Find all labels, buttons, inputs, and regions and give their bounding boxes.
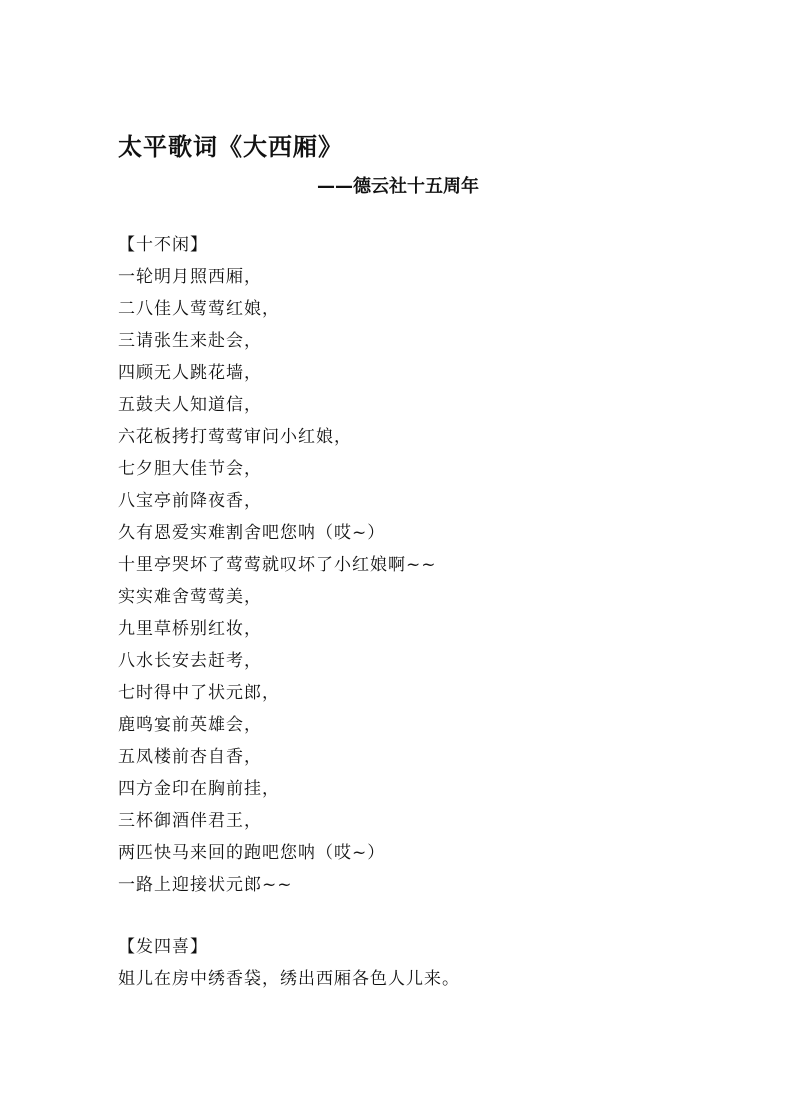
- lyric-line: 四方金印在胸前挂，: [118, 779, 280, 799]
- lyric-line: 一路上迎接状元郎~~: [118, 875, 293, 895]
- lyric-line: 五鼓夫人知道信，: [118, 395, 262, 415]
- lyric-line: 七夕胆大佳节会，: [118, 459, 262, 479]
- lyric-line: 三杯御酒伴君王，: [118, 811, 262, 831]
- lyric-line: 二八佳人莺莺红娘，: [118, 299, 280, 319]
- lyric-line: 七时得中了状元郎，: [118, 683, 280, 703]
- lyric-line: 久有恩爱实难割舍吧您呐（哎~）: [118, 523, 386, 543]
- section-fa-si-xi: [118, 931, 460, 995]
- lyric-line: 两匹快马来回的跑吧您呐（哎~）: [118, 843, 386, 863]
- lyric-line: 八水长安去赶考，: [118, 651, 262, 671]
- lyric-line: 六花板拷打莺莺审问小红娘，: [118, 427, 352, 447]
- lyric-line: 九里草桥别红妆，: [118, 619, 262, 639]
- section-shi-bu-xian: [118, 229, 437, 901]
- lyric-line: 一轮明月照西厢，: [118, 267, 262, 287]
- document-title: 太平歌词《大西厢》: [118, 133, 343, 161]
- document-subtitle: ——德云社十五周年: [317, 176, 479, 197]
- section-heading: 【发四喜】: [118, 937, 208, 957]
- lyric-line: 十里亭哭坏了莺莺就叹坏了小红娘啊~~: [118, 555, 437, 575]
- lyric-line: 五凤楼前杏自香，: [118, 747, 262, 767]
- lyric-line: 四顾无人跳花墙，: [118, 363, 262, 383]
- lyric-line: 鹿鸣宴前英雄会，: [118, 715, 262, 735]
- section-heading: 【十不闲】: [118, 235, 208, 255]
- lyric-line: 三请张生来赴会，: [118, 331, 262, 351]
- lyric-line: 姐儿在房中绣香袋，绣出西厢各色人儿来。: [118, 969, 460, 989]
- lyric-line: 实实难舍莺莺美，: [118, 587, 262, 607]
- lyric-line: 八宝亭前降夜香，: [118, 491, 262, 511]
